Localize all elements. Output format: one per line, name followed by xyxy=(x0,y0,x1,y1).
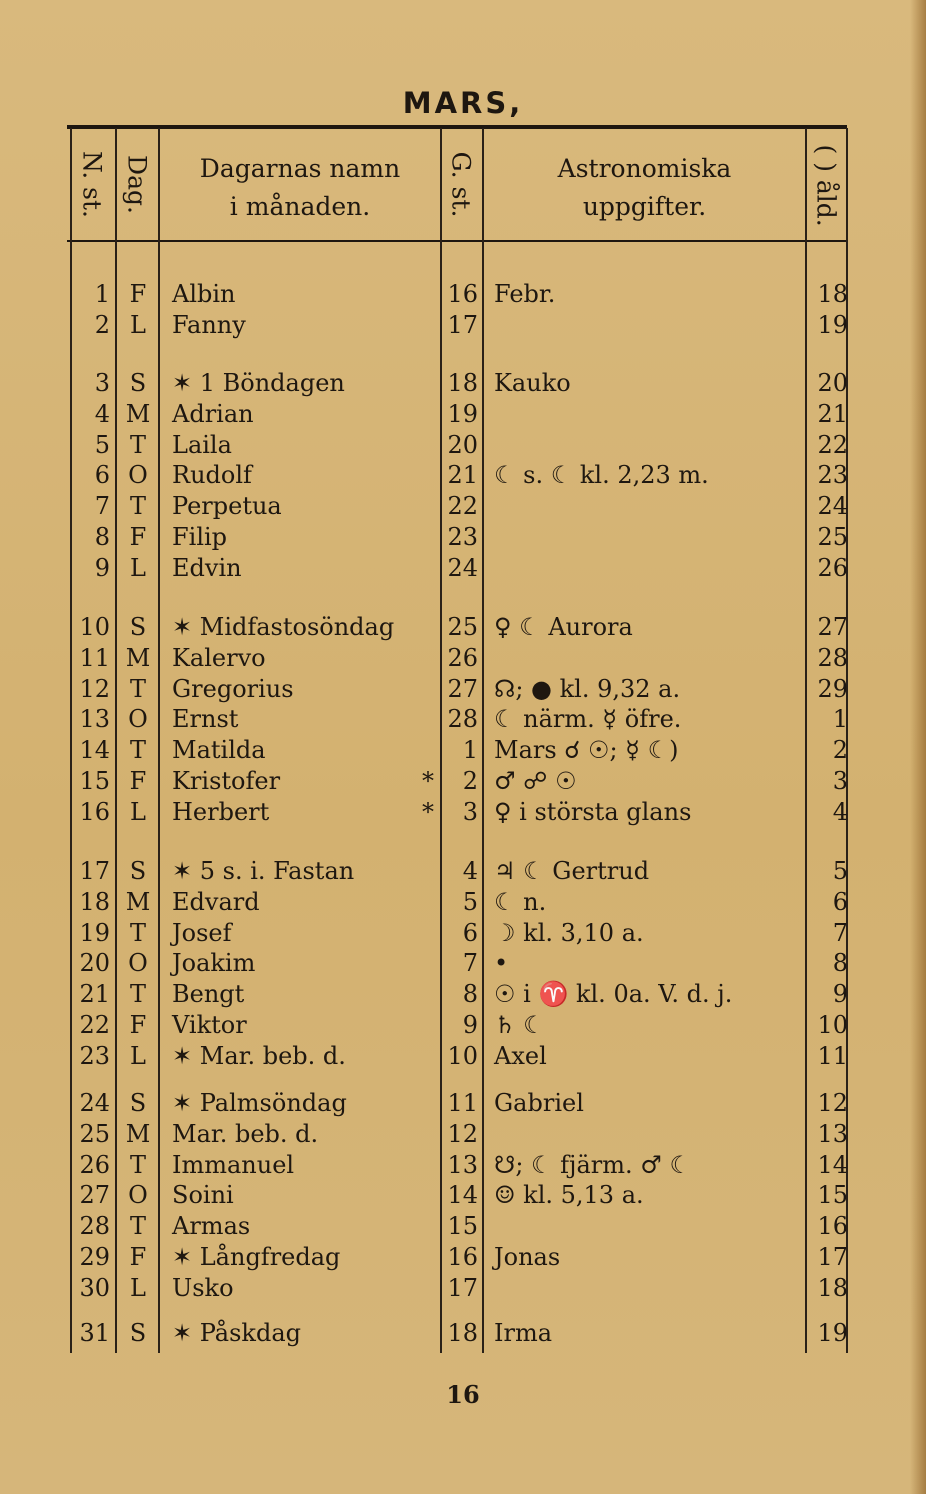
moon-age: 28 xyxy=(817,643,848,672)
old-style-day: 27 xyxy=(447,674,478,703)
astronomical-note: ♄ ☾ xyxy=(494,1011,545,1039)
day-number: 29 xyxy=(79,1243,110,1271)
weekday-letter: T xyxy=(129,736,146,765)
astronomical-note: • xyxy=(494,949,509,978)
day-name: Perpetua xyxy=(172,492,282,521)
day-number: 2 xyxy=(94,310,110,339)
weekday-letter: T xyxy=(129,492,146,521)
day-name: Usko xyxy=(172,1273,234,1302)
calendar-row xyxy=(0,674,926,704)
moon-age: 23 xyxy=(817,461,848,490)
weekday-letter: T xyxy=(129,918,146,947)
calendar-row xyxy=(0,766,926,796)
weekday-letter: F xyxy=(129,767,147,795)
page-number: 16 xyxy=(446,1380,480,1409)
day-number: 14 xyxy=(79,736,110,765)
astronomical-note: ♀ ☾ Aurora xyxy=(494,613,633,641)
day-number: 4 xyxy=(94,399,110,428)
day-name: Matilda xyxy=(172,736,266,765)
astronomical-note: ☊; ● kl. 9,32 a. xyxy=(494,674,681,703)
moon-age: 18 xyxy=(817,280,848,308)
day-number: 28 xyxy=(79,1212,110,1241)
old-style-day: 4 xyxy=(462,857,478,885)
moon-age: 19 xyxy=(817,310,848,339)
old-style-day: 9 xyxy=(462,1011,478,1039)
day-number: 22 xyxy=(79,1011,110,1039)
calendar-row xyxy=(0,887,926,917)
day-name: ✶ 1 Böndagen xyxy=(172,369,345,397)
old-style-day: 11 xyxy=(447,1089,478,1117)
calendar-row xyxy=(0,460,926,490)
day-name: Laila xyxy=(172,430,232,459)
day-name: ✶ Palmsöndag xyxy=(172,1089,347,1117)
moon-age: 6 xyxy=(832,887,848,916)
day-name: Filip xyxy=(172,523,228,551)
weekday-letter: T xyxy=(129,980,146,1009)
calendar-row xyxy=(0,1088,926,1118)
day-name: ✶ Långfredag xyxy=(172,1243,341,1271)
day-number: 10 xyxy=(79,613,110,641)
old-style-day: 8 xyxy=(462,980,478,1009)
old-style-day: 10 xyxy=(447,1041,478,1070)
old-style-day: 6 xyxy=(462,918,478,947)
day-number: 30 xyxy=(79,1273,110,1302)
header-week-no: N. st. xyxy=(77,151,107,218)
day-name: Josef xyxy=(172,918,232,947)
day-name: ✶ Midfastosöndag xyxy=(172,613,395,641)
moon-age: 12 xyxy=(817,1089,848,1117)
calendar-row xyxy=(0,553,926,583)
weekday-letter: O xyxy=(128,1181,148,1210)
old-style-day: 16 xyxy=(447,1243,478,1271)
old-style-day: 15 xyxy=(447,1212,478,1241)
calendar-row xyxy=(0,797,926,827)
day-number: 16 xyxy=(79,797,110,826)
astronomical-note: ☾ s. ☾ kl. 2,23 m. xyxy=(494,461,709,490)
calendar-row xyxy=(0,1150,926,1180)
header-weekday: Dag. xyxy=(122,155,152,214)
old-style-day: 3 xyxy=(462,797,478,826)
weekday-letter: T xyxy=(129,1212,146,1241)
weekday-letter: F xyxy=(129,1011,147,1039)
moon-age: 27 xyxy=(817,613,848,641)
name-mark: * xyxy=(422,767,434,795)
moon-age: 4 xyxy=(832,797,848,826)
name-mark: * xyxy=(422,797,434,826)
calendar-row xyxy=(0,1010,926,1040)
weekday-letter: O xyxy=(128,949,148,978)
calendar-row xyxy=(0,1242,926,1272)
moon-age: 29 xyxy=(817,674,848,703)
moon-age: 17 xyxy=(817,1243,848,1271)
old-style-day: 23 xyxy=(447,523,478,551)
calendar-row xyxy=(0,918,926,948)
calendar-row xyxy=(0,1119,926,1149)
day-name: Ernst xyxy=(172,705,239,734)
calendar-row xyxy=(0,1273,926,1303)
day-name: Soini xyxy=(172,1181,234,1210)
day-number: 11 xyxy=(79,643,110,672)
day-number: 26 xyxy=(79,1150,110,1179)
calendar-row xyxy=(0,735,926,765)
calendar-row xyxy=(0,979,926,1009)
astronomical-note: ♂ ☍ ☉ xyxy=(494,767,577,795)
calendar-row xyxy=(0,612,926,642)
old-style-day: 1 xyxy=(462,736,478,765)
calendar-row xyxy=(0,430,926,460)
day-number: 7 xyxy=(94,492,110,521)
weekday-letter: T xyxy=(129,1150,146,1179)
day-name: Viktor xyxy=(172,1011,247,1039)
calendar-row xyxy=(0,1041,926,1071)
old-style-day: 17 xyxy=(447,310,478,339)
weekday-letter: T xyxy=(129,430,146,459)
weekday-letter: S xyxy=(129,1089,147,1117)
old-style-day: 18 xyxy=(447,369,478,397)
day-name: Mar. beb. d. xyxy=(172,1119,319,1148)
day-number: 15 xyxy=(79,767,110,795)
weekday-letter: T xyxy=(129,674,146,703)
astronomical-note: Mars ☌ ☉; ☿ ☾) xyxy=(494,736,679,765)
header-old-style: G. st. xyxy=(446,151,476,218)
header-bottom-rule xyxy=(67,240,847,242)
day-name: Joakim xyxy=(172,949,256,978)
weekday-letter: F xyxy=(129,280,147,308)
day-name: Albin xyxy=(172,280,236,308)
old-style-day: 13 xyxy=(447,1150,478,1179)
day-name: Bengt xyxy=(172,980,245,1009)
day-name: Kristofer xyxy=(172,767,281,795)
weekday-letter: S xyxy=(129,613,147,641)
day-number: 6 xyxy=(94,461,110,490)
astronomical-note: ☾ n. xyxy=(494,887,547,916)
day-number: 1 xyxy=(94,280,110,308)
day-name: Edvard xyxy=(172,887,260,916)
old-style-day: 7 xyxy=(462,949,478,978)
moon-age: 5 xyxy=(832,857,848,885)
calendar-row xyxy=(0,522,926,552)
day-number: 17 xyxy=(79,857,110,885)
weekday-letter: L xyxy=(130,797,146,826)
old-style-day: 14 xyxy=(447,1181,478,1210)
day-number: 24 xyxy=(79,1089,110,1117)
weekday-letter: L xyxy=(130,553,146,582)
astronomical-note: Jonas xyxy=(494,1243,561,1271)
weekday-letter: F xyxy=(129,523,147,551)
old-style-day: 19 xyxy=(447,399,478,428)
moon-age: 19 xyxy=(817,1319,848,1347)
old-style-day: 21 xyxy=(447,461,478,490)
moon-age: 3 xyxy=(832,767,848,795)
header-astronomy: Astronomiska uppgifter. xyxy=(557,154,732,221)
day-number: 20 xyxy=(79,949,110,978)
day-number: 31 xyxy=(79,1319,110,1347)
weekday-letter: M xyxy=(125,643,151,672)
old-style-day: 26 xyxy=(447,643,478,672)
moon-age: 18 xyxy=(817,1273,848,1302)
old-style-day: 12 xyxy=(447,1119,478,1148)
calendar-row xyxy=(0,643,926,673)
calendar-row xyxy=(0,399,926,429)
header-top-rule xyxy=(67,125,847,129)
calendar-row xyxy=(0,279,926,309)
astronomical-note: ☉ i ♈ kl. 0a. V. d. j. xyxy=(494,980,733,1009)
weekday-letter: S xyxy=(129,857,147,885)
old-style-day: 17 xyxy=(447,1273,478,1302)
calendar-row xyxy=(0,368,926,398)
day-number: 9 xyxy=(94,553,110,582)
calendar-row xyxy=(0,704,926,734)
moon-age: 8 xyxy=(832,949,848,978)
weekday-letter: M xyxy=(125,887,151,916)
weekday-letter: M xyxy=(125,1119,151,1148)
moon-age: 11 xyxy=(817,1041,848,1070)
astronomical-note: ☺ kl. 5,13 a. xyxy=(494,1181,644,1210)
weekday-letter: L xyxy=(130,1273,146,1302)
moon-age: 21 xyxy=(817,399,848,428)
weekday-letter: O xyxy=(128,461,148,490)
moon-age: 15 xyxy=(817,1181,848,1210)
moon-age: 14 xyxy=(817,1150,848,1179)
day-number: 21 xyxy=(79,980,110,1009)
moon-age: 1 xyxy=(832,705,848,734)
day-name: Edvin xyxy=(172,553,242,582)
calendar-row xyxy=(0,948,926,978)
moon-age: 9 xyxy=(832,980,848,1009)
old-style-day: 28 xyxy=(447,705,478,734)
day-number: 18 xyxy=(79,887,110,916)
day-number: 23 xyxy=(79,1041,110,1070)
day-number: 27 xyxy=(79,1181,110,1210)
old-style-day: 18 xyxy=(447,1319,478,1347)
moon-age: 24 xyxy=(817,492,848,521)
header-moon-age: ( ) åld. xyxy=(811,144,841,227)
astronomical-note: ☾ närm. ☿ öfre. xyxy=(494,705,682,734)
day-name: Immanuel xyxy=(172,1150,295,1179)
astronomical-note: Febr. xyxy=(494,280,556,308)
day-name: Armas xyxy=(172,1212,251,1241)
page-title: MARS, xyxy=(402,86,524,120)
day-number: 12 xyxy=(79,674,110,703)
moon-age: 7 xyxy=(832,918,848,947)
weekday-letter: L xyxy=(130,1041,146,1070)
moon-age: 2 xyxy=(832,736,848,765)
moon-age: 16 xyxy=(817,1212,848,1241)
moon-age: 10 xyxy=(817,1011,848,1039)
weekday-letter: M xyxy=(125,399,151,428)
astronomical-note: ♀ i största glans xyxy=(494,797,692,826)
moon-age: 13 xyxy=(817,1119,848,1148)
old-style-day: 16 xyxy=(447,280,478,308)
old-style-day: 24 xyxy=(447,553,478,582)
day-name: ✶ Påskdag xyxy=(172,1319,302,1347)
day-name: Herbert xyxy=(172,797,270,826)
day-name: Fanny xyxy=(172,310,246,339)
calendar-row xyxy=(0,856,926,886)
astronomical-note: Kauko xyxy=(494,369,571,397)
old-style-day: 25 xyxy=(447,613,478,641)
day-name: Adrian xyxy=(172,399,254,428)
calendar-row xyxy=(0,1180,926,1210)
astronomical-note: Axel xyxy=(494,1041,547,1070)
old-style-day: 2 xyxy=(462,767,478,795)
weekday-letter: S xyxy=(129,1319,147,1347)
day-name: Kalervo xyxy=(172,643,266,672)
day-number: 19 xyxy=(79,918,110,947)
astronomical-note: ☋; ☾ fjärm. ♂ ☾ xyxy=(494,1150,691,1179)
moon-age: 26 xyxy=(817,553,848,582)
astronomical-note: Gabriel xyxy=(494,1089,584,1117)
old-style-day: 22 xyxy=(447,492,478,521)
weekday-letter: O xyxy=(128,705,148,734)
header-day-names: Dagarnas namn i månaden. xyxy=(199,154,401,221)
moon-age: 20 xyxy=(817,369,848,397)
astronomical-note: Irma xyxy=(494,1319,553,1347)
calendar-row xyxy=(0,491,926,521)
weekday-letter: L xyxy=(130,310,146,339)
day-number: 5 xyxy=(94,430,110,459)
calendar-row xyxy=(0,1211,926,1241)
weekday-letter: S xyxy=(129,369,147,397)
moon-age: 22 xyxy=(817,430,848,459)
calendar-row xyxy=(0,1318,926,1348)
day-number: 3 xyxy=(94,369,110,397)
day-name: Rudolf xyxy=(172,461,252,490)
weekday-letter: F xyxy=(129,1243,147,1271)
day-number: 13 xyxy=(79,705,110,734)
day-number: 25 xyxy=(79,1119,110,1148)
astronomical-note: ♃ ☾ Gertrud xyxy=(494,857,650,885)
day-number: 8 xyxy=(94,523,110,551)
day-name: ✶ 5 s. i. Fastan xyxy=(172,857,355,885)
astronomical-note: ☽ kl. 3,10 a. xyxy=(494,918,644,947)
day-name: ✶ Mar. beb. d. xyxy=(172,1041,346,1070)
calendar-row xyxy=(0,310,926,340)
old-style-day: 5 xyxy=(462,887,478,916)
day-name: Gregorius xyxy=(172,674,294,703)
moon-age: 25 xyxy=(817,523,848,551)
old-style-day: 20 xyxy=(447,430,478,459)
